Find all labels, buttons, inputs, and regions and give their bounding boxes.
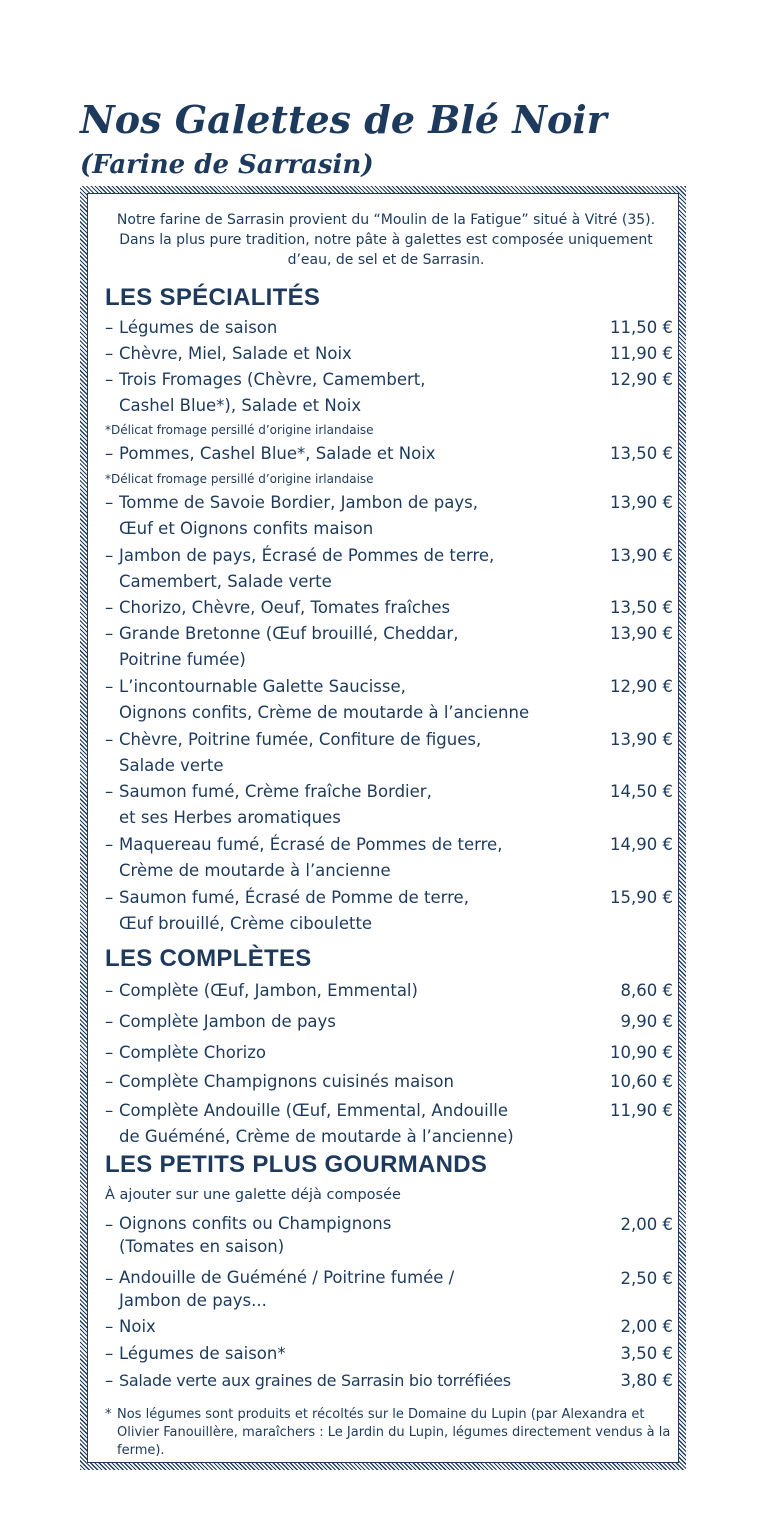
item-price: 3,50 € bbox=[620, 1344, 673, 1363]
menu-item: – Chorizo, Chèvre, Oeuf, Tomates fraîches 13,50 € bbox=[105, 595, 673, 621]
menu-item: – Trois Fromages (Chèvre, Camembert, Cashel Blue*), Salade et Noix 12,90 € bbox=[105, 367, 673, 419]
item-price: 12,90 € bbox=[610, 370, 673, 389]
item-name: Chèvre, Miel, Salade et Noix bbox=[119, 344, 352, 363]
item-name: L’incontournable Galette Saucisse, Oignons confits, Crème de moutarde à l’ancienne bbox=[119, 677, 530, 722]
item-name: Salade verte aux graines de Sarrasin bio torréfiées bbox=[119, 1371, 511, 1390]
section-title-completes: LES COMPLÈTES bbox=[105, 945, 312, 972]
item-price: 12,90 € bbox=[610, 677, 673, 696]
item-price: 13,90 € bbox=[610, 730, 673, 749]
item-name: Complète Jambon de pays bbox=[119, 1012, 336, 1031]
footnote-legumes: * Nos légumes sont produits et récoltés sur le Domaine du Lupin (par Alexandra et Olivier Fanouillère, maraîchers : Le Jardin du Lupin, légumes directement vendus à la ferme). bbox=[105, 1407, 671, 1458]
item-name: Complète Chorizo bbox=[119, 1043, 266, 1062]
menu-item: – Complète (Œuf, Jambon, Emmental) 8,60 € bbox=[105, 978, 673, 1004]
menu-item: – Chèvre, Miel, Salade et Noix 11,90 € bbox=[105, 341, 673, 367]
item-name: Jambon de pays, Écrasé de Pommes de terre, Camembert, Salade verte bbox=[119, 546, 495, 591]
menu-item: – Légumes de saison 11,50 € bbox=[105, 315, 673, 341]
menu-item: – Complète Andouille (Œuf, Emmental, Andouille de Guéméné, Crème de moutarde à l’ancienne) 11,90 € bbox=[105, 1098, 673, 1150]
item-name: Maquereau fumé, Écrasé de Pommes de terre, Crème de moutarde à l’ancienne bbox=[119, 835, 503, 880]
item-price: 10,90 € bbox=[610, 1043, 673, 1062]
item-price: 13,50 € bbox=[610, 444, 673, 463]
menu-item: – Pommes, Cashel Blue*, Salade et Noix 13,50 € bbox=[105, 441, 673, 467]
menu-item: – Noix 2,00 € bbox=[105, 1314, 673, 1340]
item-price: 13,50 € bbox=[610, 598, 673, 617]
item-name: Grande Bretonne (Œuf brouillé, Cheddar, Poitrine fumée) bbox=[119, 624, 459, 669]
menu-item: – Chèvre, Poitrine fumée, Confiture de figues, Salade verte 13,90 € bbox=[105, 727, 673, 779]
item-price: 13,90 € bbox=[610, 546, 673, 565]
item-price: 3,80 € bbox=[620, 1371, 673, 1390]
item-name: Andouille de Guéméné / Poitrine fumée / Jambon de pays... bbox=[119, 1268, 455, 1310]
footnote-cashel-blue: *Délicat fromage persillé d’origine irlandaise bbox=[105, 423, 374, 437]
item-name: Chorizo, Chèvre, Oeuf, Tomates fraîches bbox=[119, 598, 451, 617]
menu-item: – Saumon fumé, Écrasé de Pomme de terre, Œuf brouillé, Crème ciboulette 15,90 € bbox=[105, 885, 673, 937]
menu-item: – Complète Jambon de pays 9,90 € bbox=[105, 1009, 673, 1035]
menu-item: – Complète Champignons cuisinés maison 10,60 € bbox=[105, 1069, 673, 1095]
item-price: 10,60 € bbox=[610, 1072, 673, 1091]
item-name: Tomme de Savoie Bordier, Jambon de pays, Œuf et Oignons confits maison bbox=[119, 493, 478, 538]
menu-item: – Salade verte aux graines de Sarrasin bio torréfiées 3,80 € bbox=[105, 1368, 673, 1394]
page-subtitle: (Farine de Sarrasin) bbox=[80, 150, 374, 180]
menu-item: – Complète Chorizo 10,90 € bbox=[105, 1040, 673, 1066]
item-name: Pommes, Cashel Blue*, Salade et Noix bbox=[119, 444, 436, 463]
item-name: Oignons confits ou Champignons (Tomates en saison) bbox=[119, 1214, 392, 1256]
item-price: 14,90 € bbox=[610, 835, 673, 854]
item-price: 15,90 € bbox=[610, 888, 673, 907]
item-name: Chèvre, Poitrine fumée, Confiture de figues, Salade verte bbox=[119, 730, 482, 775]
item-name: Noix bbox=[119, 1317, 156, 1336]
item-name: Saumon fumé, Crème fraîche Bordier, et ses Herbes aromatiques bbox=[119, 782, 432, 827]
menu-item: – Tomme de Savoie Bordier, Jambon de pays, Œuf et Oignons confits maison 13,90 € bbox=[105, 490, 673, 542]
item-price: 11,90 € bbox=[610, 344, 673, 363]
item-price: 13,90 € bbox=[610, 493, 673, 512]
menu-item: – Oignons confits ou Champignons (Tomates en saison) 2,00 € bbox=[105, 1214, 673, 1256]
page-title: Nos Galettes de Blé Noir bbox=[80, 97, 607, 142]
item-name: Légumes de saison bbox=[119, 318, 278, 337]
item-price: 2,00 € bbox=[620, 1215, 673, 1234]
section-title-petits-plus: LES PETITS PLUS GOURMANDS bbox=[105, 1151, 488, 1178]
menu-item: – Saumon fumé, Crème fraîche Bordier, et ses Herbes aromatiques 14,50 € bbox=[105, 779, 673, 831]
item-name: Complète Champignons cuisinés maison bbox=[119, 1072, 454, 1091]
menu-frame bbox=[80, 186, 686, 1470]
menu-item: – Maquereau fumé, Écrasé de Pommes de terre, Crème de moutarde à l’ancienne 14,90 € bbox=[105, 832, 673, 884]
menu-item: – L’incontournable Galette Saucisse, Oignons confits, Crème de moutarde à l’ancienne 12,90 € bbox=[105, 674, 673, 726]
menu-item: – Grande Bretonne (Œuf brouillé, Cheddar, Poitrine fumée) 13,90 € bbox=[105, 621, 673, 673]
menu-item: – Légumes de saison* 3,50 € bbox=[105, 1341, 673, 1367]
item-price: 2,50 € bbox=[620, 1269, 673, 1288]
item-name: Complète (Œuf, Jambon, Emmental) bbox=[119, 981, 418, 1000]
item-price: 11,50 € bbox=[610, 318, 673, 337]
item-price: 11,90 € bbox=[610, 1101, 673, 1120]
item-price: 8,60 € bbox=[620, 981, 673, 1000]
item-price: 14,50 € bbox=[610, 782, 673, 801]
item-price: 13,90 € bbox=[610, 624, 673, 643]
section-title-specialites: LES SPÉCIALITÉS bbox=[105, 284, 321, 311]
item-name: Légumes de saison* bbox=[119, 1344, 286, 1363]
menu-item: – Andouille de Guéméné / Poitrine fumée / Jambon de pays... 2,50 € bbox=[105, 1268, 673, 1310]
item-name: Saumon fumé, Écrasé de Pomme de terre, Œuf brouillé, Crème ciboulette bbox=[119, 888, 469, 933]
section-intro-petits-plus: À ajouter sur une galette déjà composée bbox=[105, 1187, 401, 1203]
item-name: Complète Andouille (Œuf, Emmental, Andouille de Guéméné, Crème de moutarde à l’ancienne) bbox=[119, 1101, 514, 1146]
item-price: 2,00 € bbox=[620, 1317, 673, 1336]
footnote-cashel-blue: *Délicat fromage persillé d’origine irlandaise bbox=[105, 472, 374, 486]
menu-intro: Notre farine de Sarrasin provient du “Moulin de la Fatigue” situé à Vitré (35). Dans la plus pure tradition, notre pâte à galettes est composée uniquement d’eau, de sel et de Sarrasin. bbox=[116, 212, 656, 268]
item-name: Trois Fromages (Chèvre, Camembert, Cashel Blue*), Salade et Noix bbox=[119, 370, 426, 415]
item-price: 9,90 € bbox=[620, 1012, 673, 1031]
menu-item: – Jambon de pays, Écrasé de Pommes de terre, Camembert, Salade verte 13,90 € bbox=[105, 543, 673, 595]
